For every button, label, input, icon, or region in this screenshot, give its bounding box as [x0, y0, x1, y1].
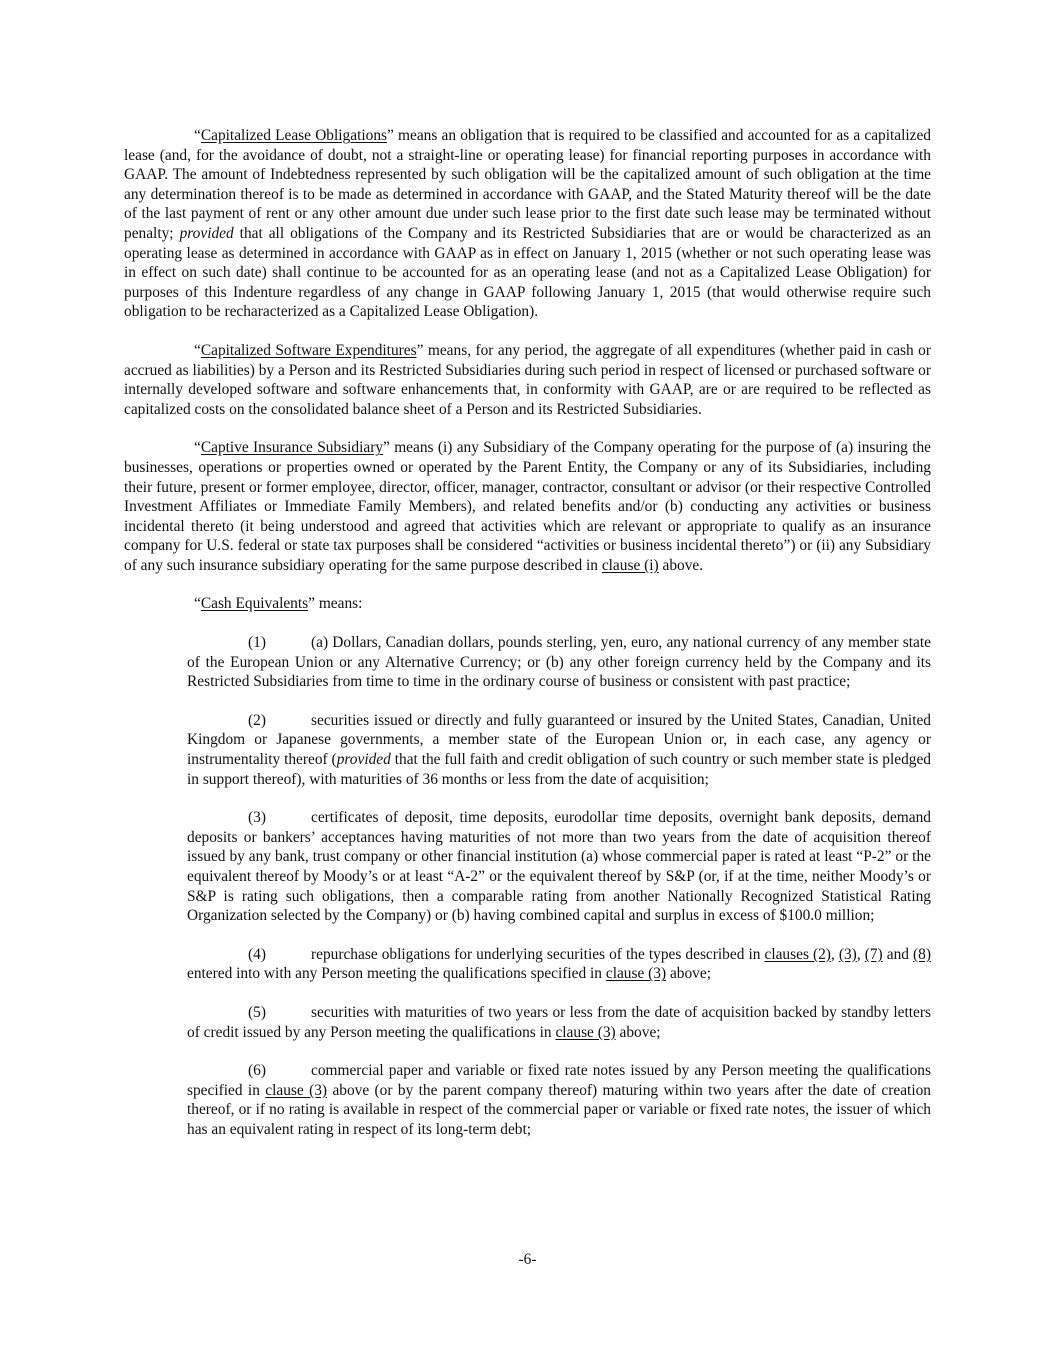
defined-term: Capitalized Software Expenditures [200, 341, 417, 359]
defined-term: Capitalized Lease Obligations [200, 127, 388, 144]
item-number: (1) [248, 634, 266, 652]
definition-cash-equivalents: “Cash Equivalents” means: [194, 595, 363, 613]
clause-reference: clause (3) [555, 1023, 616, 1041]
item-number: (4) [248, 945, 266, 963]
definition-captive-insurance-subsidiary: “Captive Insurance Subsidiary” means (i) any Subsidiary of the Company operating for the purpose of (a) insuring the businesses, operations or properties owned or operated by the Parent Entity, the Company or any of its Subsidiaries, including their future, present or former employee, director, officer, manager, contractor, consultant or advisor (or their respective Controlled Investment Affiliates or Immediate Family Members), and related benefits and/or (b) conducting any activities or business incidental thereto (it being understood and agreed that activities which are relevant or appropriate to qualify as an insurance company for U.S. federal or state tax purposes shall be considered “activities or business incidental thereto”) or (ii) any Subsidiary of any such insurance subsidiary operating for the same purpose described in clause (i) above. [124, 439, 931, 574]
clause-reference: clause (3) [265, 1081, 328, 1099]
item-number: (3) [248, 809, 266, 827]
clause-reference: (7) [864, 945, 883, 963]
list-item: (6) commercial paper and variable or fixed rate notes issued by any Person meeting the qualifications specified in clause (3) above (or by the parent company thereof) maturing within two years after the date of creation thereof, or if no rating is available in respect of the commercial paper or variable or fixed rate notes, the issuer of which has an equivalent rating in respect of its long-term debt; [187, 1062, 931, 1138]
defined-term: Captive Insurance Subsidiary [200, 439, 384, 457]
clause-reference: clause (3) [605, 965, 667, 983]
defined-term: Cash Equivalents [200, 595, 309, 613]
definition-capitalized-lease-obligations: “Capitalized Lease Obligations” means an obligation that is required to be classified and accounted for as a capitalized lease (and, for the avoidance of doubt, not a straight-line or operating lease) for financial reporting purposes in accordance with GAAP. The amount of Indebtedness represented by such obligation will be the capitalized amount of such obligation at the time any determination thereof is to be made as determined in accordance with GAAP, and the Stated Maturity thereof will be the date of the last payment of rent or any other amount due under such lease prior to the first date such lease may be terminated without penalty; provided that all obligations of the Company and its Restricted Subsidiaries that are or would be characterized as an operating lease as determined in accordance with GAAP as in effect on January 1, 2015 (whether or not such operating lease was in effect on such date) shall continue to be accounted for as an operating lease (and not as a Capitalized Lease Obligation) for purposes of this Indenture regardless of any change in GAAP following January 1, 2015 (that would otherwise require such obligation to be recharacterized as a Capitalized Lease Obligation). [124, 127, 932, 321]
list-item: (3) certificates of deposit, time deposits, eurodollar time deposits, overnight bank deposits, demand deposits or bankers’ acceptances having maturities of not more than two years from the date of acquisition thereof issued by any bank, trust company or other financial institution (a) whose commercial paper is rated at least “P-2” or the equivalent thereof by Moody’s or at least “A-2” or the equivalent thereof by S&P (or, if at the time, neither Moody’s or S&P is rating such obligations, then a comparable rating from another Nationally Recognized Statistical Rating Organization selected by the Company) or (b) having combined capital and surplus in excess of $100.0 million; [187, 809, 931, 925]
document-page [124, 126, 931, 1159]
list-item: (4) repurchase obligations for underlying securities of the types described in clauses (2), (3), (7) and (8) entered into with any Person meeting the qualifications specified in clause (3) above; [187, 945, 931, 983]
item-number: (5) [248, 1003, 266, 1021]
page-number: -6- [518, 1251, 537, 1268]
clause-reference: clauses (2) [764, 945, 831, 963]
definition-capitalized-software-expenditures: “Capitalized Software Expenditures” means, for any period, the aggregate of all expenditures (whether paid in cash or accrued as liabilities) by a Person and its Restricted Subsidiaries during such period in respect of licensed or purchased software or internally developed software and software enhancements that, in conformity with GAAP, are or are required to be reflected as capitalized costs on the consolidated balance sheet of a Person and its Restricted Subsidiaries. [124, 341, 931, 418]
clause-reference: clause (i) [601, 556, 659, 574]
list-item: (1) (a) Dollars, Canadian dollars, pounds sterling, yen, euro, any national currency of any member state of the European Union or any Alternative Currency; or (b) any other foreign currency held by the Company and its Restricted Subsidiaries from time to time in the ordinary course of business or consistent with past practice; [187, 634, 931, 691]
list-item: (5) securities with maturities of two years or less from the date of acquisition backed by standby letters of credit issued by any Person meeting the qualifications in clause (3) above; [187, 1003, 931, 1041]
clause-reference: (3) [838, 945, 857, 963]
clause-reference: (8) [913, 945, 931, 963]
list-item: (2) securities issued or directly and fully guaranteed or insured by the United States, Canadian, United Kingdom or Japanese governments, a member state of the European Union or, in each case, any agency or instrumentality thereof (provided that the full faith and credit obligation of such country or such member state is pledged in support thereof), with maturities of 36 months or less from the date of acquisition; [187, 711, 931, 788]
item-number: (2) [248, 711, 266, 729]
item-number: (6) [248, 1062, 266, 1080]
